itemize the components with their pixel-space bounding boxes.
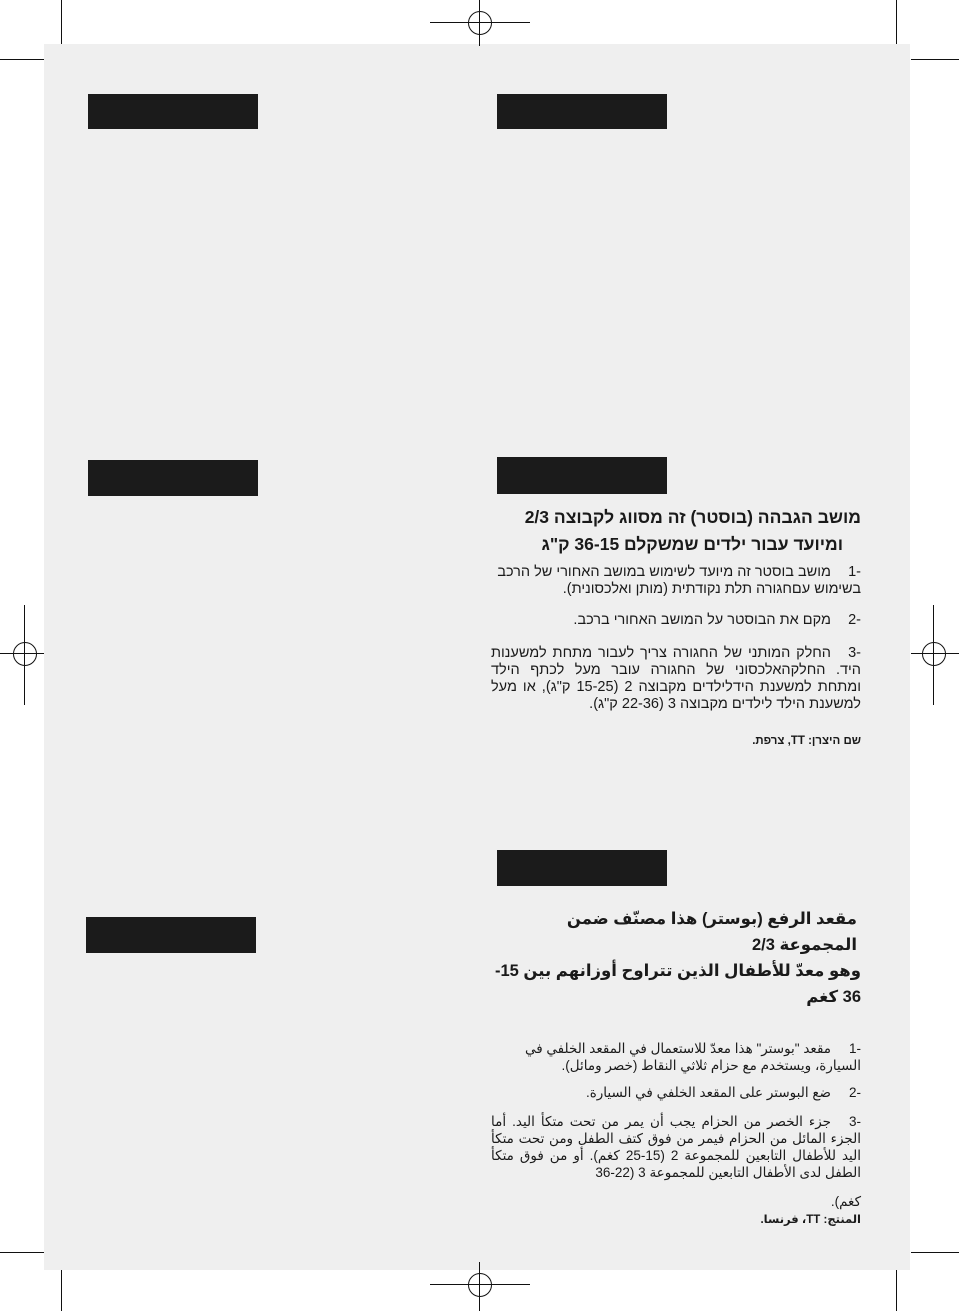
item-number: -2 [848,612,861,628]
section-header-bar [86,917,256,953]
hebrew-title-line1: מושב הגבהה (בוסטר) זה מסווג לקבוצה 2/3 [524,507,861,527]
crop-mark [0,59,44,60]
crop-mark [911,1252,959,1253]
section-header-bar [497,94,667,129]
arabic-item-1 [491,1040,861,1074]
arabic-title-line1: مقعد الرفع (بوستر) هذا مصنّف ضمن المجموعة 2/3 [566,910,857,954]
hebrew-item-1 [491,564,861,598]
crop-mark [911,59,959,60]
item-text: מקם את הבוסטר על המושב האחורי ברכב. [573,612,831,628]
hebrew-item-2 [491,612,861,629]
item-number: -1 [848,564,861,580]
section-header-bar [88,94,258,129]
arabic-title-line2: وهو معدّ للأطفال الذين تتراوح أوزانهم بين 15-36 كغم [494,962,861,1006]
arabic-item-2 [491,1084,861,1101]
section-header-bar [497,850,667,886]
item-number: -2 [848,1085,861,1100]
hebrew-title-line2: ומיועד עבור ילדים שמשקלם 36-15 ק"ג [541,534,843,554]
arabic-manufacturer: المنتج: TT، فرنسا. [760,1214,861,1226]
item-text: جزء الخصر من الحزام يجب أن يمر من تحت متكأ اليد. أما الجزء المائل من الحزام فيمر من فوق كتف الطفل ومن تحت متكأ اليد للأطفال التابعين للمجموعة 2 (15-25 كغم). أو من فوق متكأ الطفل لدى الأطفال التابعين للمجموعة 3 (22-36 [491,1114,861,1180]
item-text: מושב בוסטר זה מיועד לשימוש במושב האחורי של הרכב בשימוש עםחגורה תלת נקודתית (מותן ואלכסונית). [497,564,861,597]
item-number: -1 [848,1041,861,1056]
arabic-section [491,906,861,1226]
section-header-bar [497,457,667,494]
item-text: ضع البوستر على المقعد الخلفي في السيارة. [585,1085,831,1100]
item-text: مقعد "بوستر" هذا معدّ للاستعمال في المقعد الخلفي في السيارة، ويستخدم مع حزام ثلاثي النقاط (خصر ومائل). [524,1041,861,1073]
item-number: -3 [848,1114,861,1129]
item-number: -3 [848,645,861,661]
hebrew-manufacturer: שם היצרן: TT, צרפת. [752,735,861,747]
crop-mark [896,0,897,46]
item-text: החלק המותני של החגורה צריך לעבור מתחת למשענות היד. החלקהאלכסוני של החגורה עובר מעל לכתף הילד ומתחת למשענת הידלילדים מקבוצה 2 (15-25 ק"ג), או מעל למשענת הילד לילדים מקבוצה 3 (22-36 ק"ג). [491,645,861,712]
section-header-bar [88,460,258,496]
crop-mark [0,1252,44,1253]
hebrew-section [491,504,861,747]
arabic-item-3 [491,1113,861,1181]
crop-mark [61,0,62,46]
arabic-tail: كغم). [830,1194,861,1209]
hebrew-item-3 [491,645,861,713]
